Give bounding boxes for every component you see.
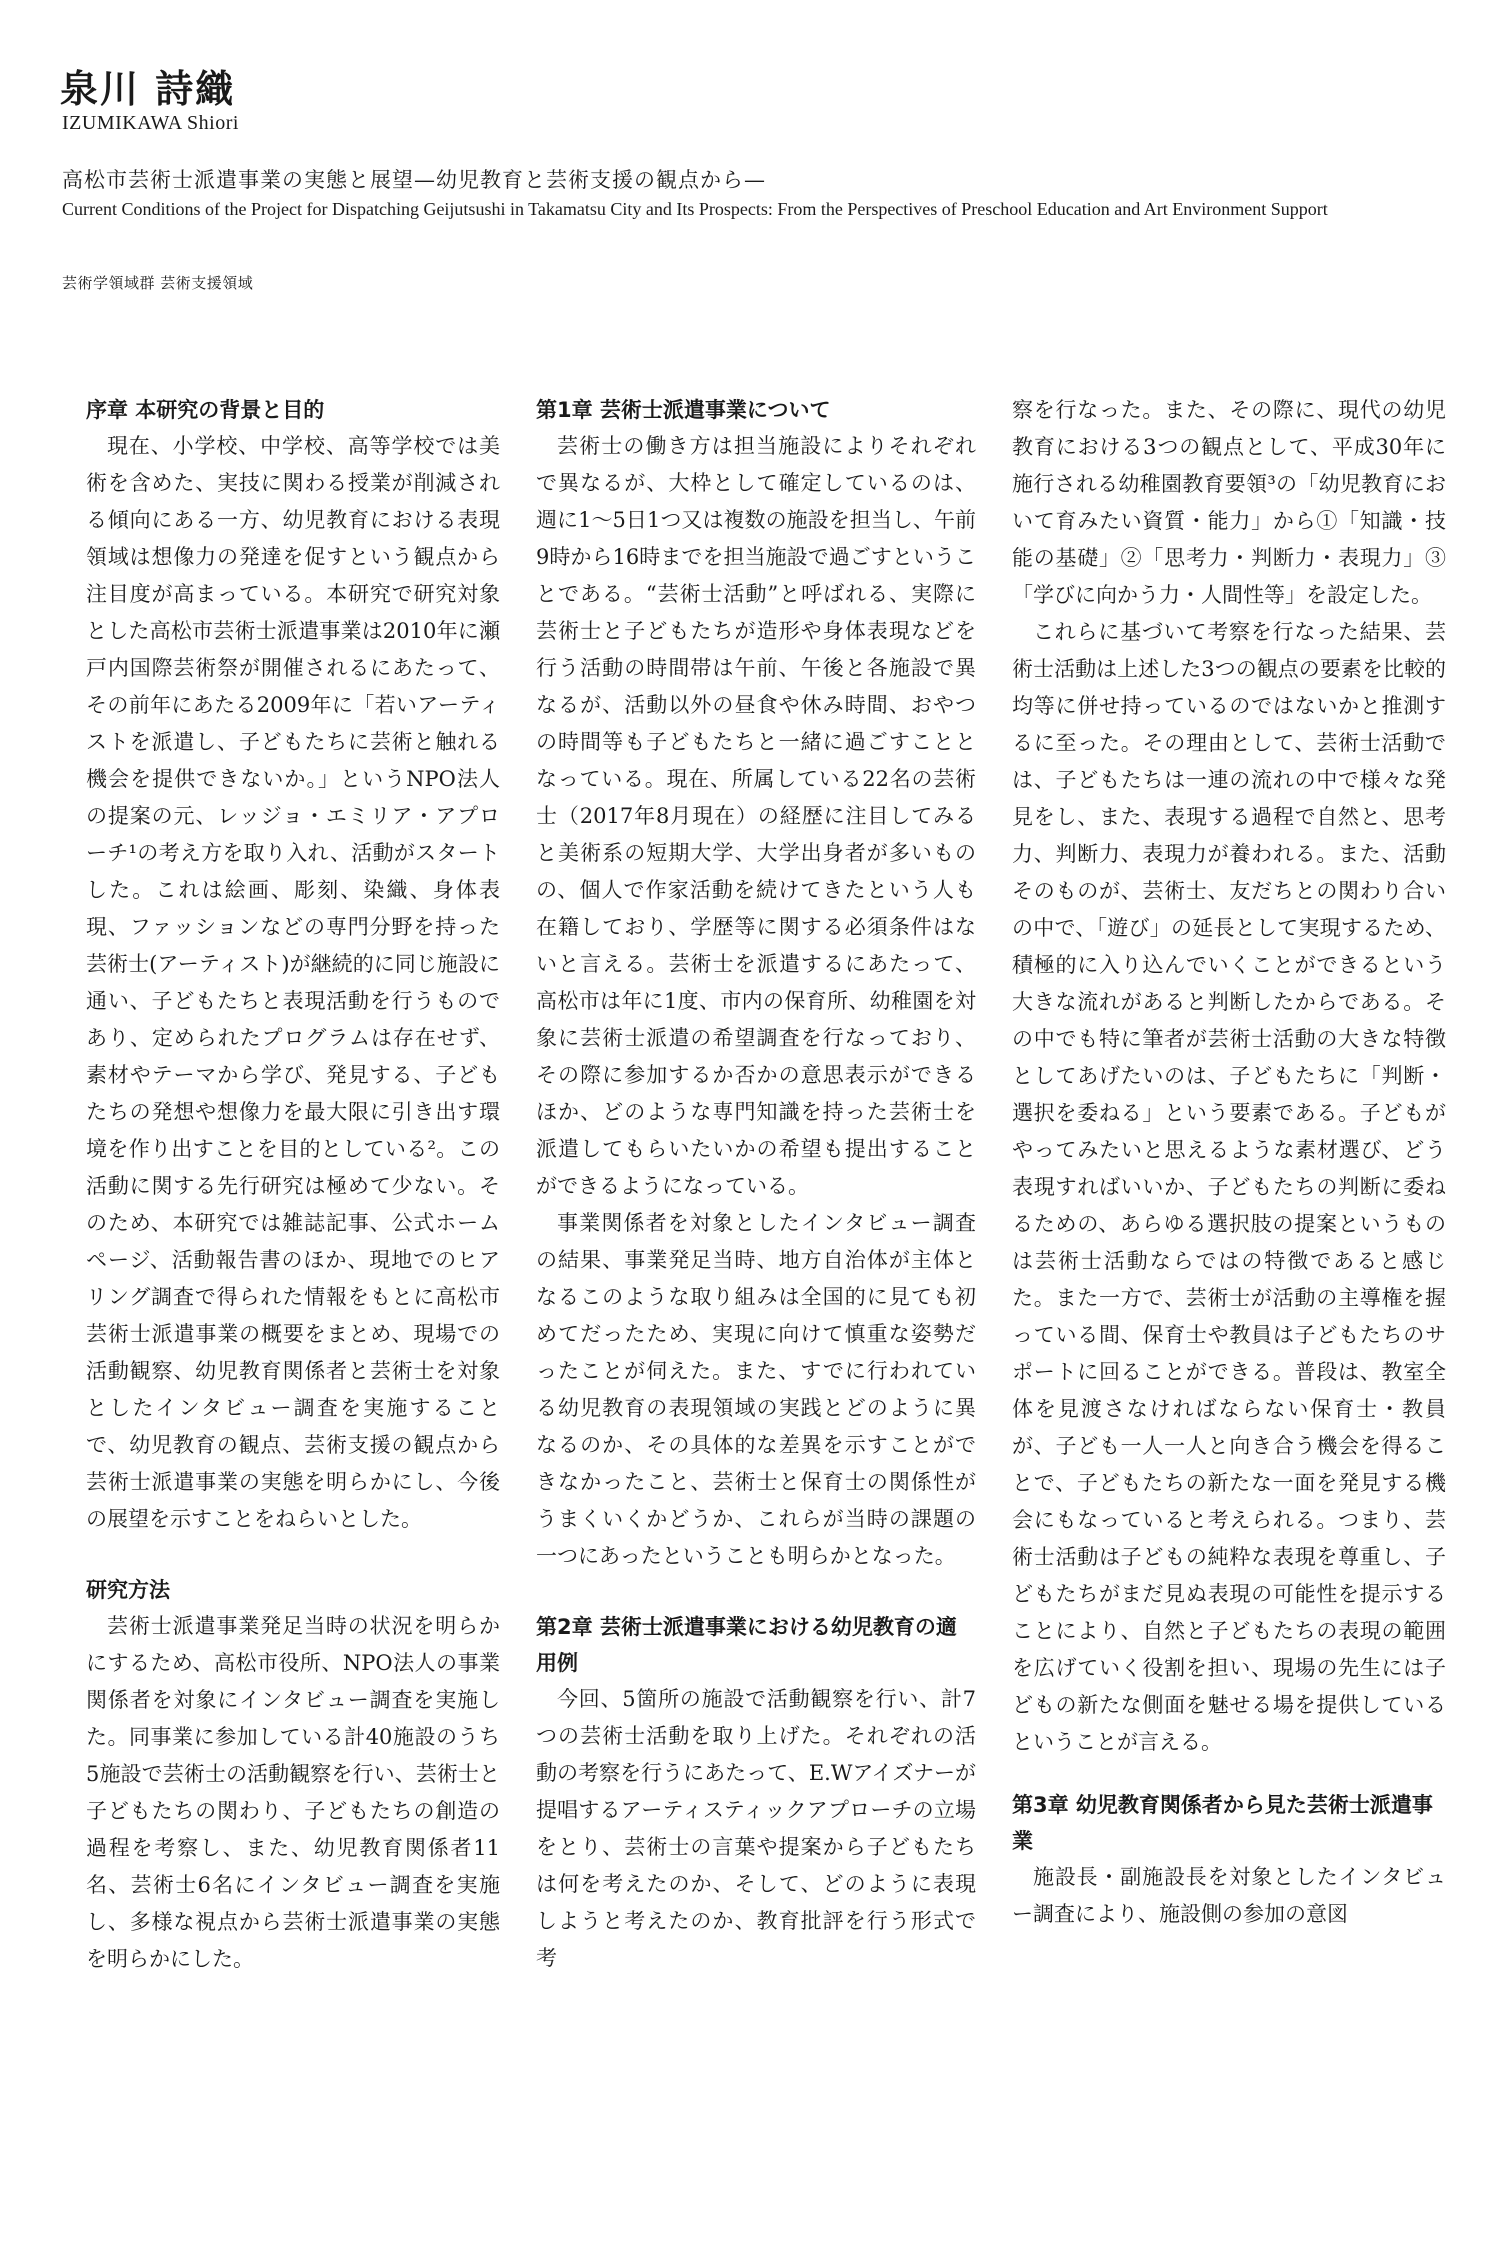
- chapter-2-paragraph-2: これらに基づいて考察を行なった結果、芸術士活動は上述した3つの観点の要素を比較的均等に併せ持っているのではないかと推測するに至った。その理由として、芸術士活動では、子どもたちは一連の流れの中で様々な発見をし、また、表現する過程で自然と、思考力、判断力、表現力が養われる。また、活動そのものが、芸術士、友だちとの関わり合いの中で、「遊び」の延長として実現するため、積極的に入り込んでいくことができるという大きな流れがあると判断したからである。その中でも特に筆者が芸術士活動の大きな特徴としてあげたいのは、子どもたちに「判断・選択を委ねる」という要素である。子どもがやってみたいと思えるような素材選び、どう表現すればいいか、子どもたちの判断に委ねるための、あらゆる選択肢の提案というものは芸術士活動ならではの特徴であると感じた。また一方で、芸術士が活動の主導権を握っている間、保育士や教員は子どもたちのサポートに回ることができる。普段は、教室全体を見渡さなければならない保育士・教員が、子ども一人一人と向き合う機会を得ることで、子どもたちの新たな一面を発見する機会にもなっていると考えられる。つまり、芸術士活動は子どもの純粋な表現を尊重し、子どもたちがまだ見ぬ表現の可能性を提示することにより、自然と子どもたちの表現の範囲を広げていく役割を担い、現場の先生には子どもの新たな側面を魅せる場を提供しているということが言える。: [1012, 620, 1446, 1754]
- chapter-2-paragraph-continued: 察を行なった。また、その際に、現代の幼児教育における3つの観点として、平成30年に施行される幼稚園教育要領³の「幼児教育において育みたい資質・能力」から①「知識・技能の基礎」②「思考力・判断力・表現力」③「学びに向かう力・人間性等」を設定した。: [1012, 398, 1446, 607]
- paper-title-ja: 高松市芸術士派遣事業の実態と展望—幼児教育と芸術支援の観点から—: [62, 168, 766, 192]
- paper-title-en: Current Conditions of the Project for Dispatching Geijutsushi in Takamatsu City and Its Prospects: From the Perspectives of Preschool Education and Art Environment Support: [62, 199, 1328, 219]
- chapter-2-paragraph: 今回、5箇所の施設で活動観察を行い、計7つの芸術士活動を取り上げた。それぞれの活動の考察を行うにあたって、E.Wアイズナーが提唱するアーティスティックアプローチの立場をとり、芸術士の言葉や提案から子どもたちは何を考えたのか、そして、どのように表現しようと考えたのか、教育批評を行う形式で考: [536, 1687, 976, 1970]
- chapter-3-heading: 第3章 幼児教育関係者から見た芸術士派遣事業: [1012, 1793, 1433, 1853]
- chapter-1-paragraph-2: 事業関係者を対象としたインタビュー調査の結果、事業発足当時、地方自治体が主体となるこのような取り組みは全国的に見ても初めてだったため、実現に向けて慎重な姿勢だったことが伺えた。また、すでに行われている幼児教育の表現領域の実践とどのように異なるのか、その具体的な差異を示すことができなかったこと、芸術士と保育士の関係性がうまくいくかどうか、これらが当時の課題の一つにあったということも明らかとなった。: [536, 1211, 976, 1568]
- author-name-ja: 泉川 詩織: [60, 67, 236, 111]
- chapter-3-paragraph: 施設長・副施設長を対象としたインタビュー調査により、施設側の参加の意図: [1012, 1865, 1446, 1926]
- author-name-en: IZUMIKAWA Shiori: [62, 112, 239, 134]
- column-1: [86, 392, 500, 1978]
- column-3: [1012, 392, 1446, 1933]
- intro-paragraph: 現在、小学校、中学校、高等学校では美術を含めた、実技に関わる授業が削減される傾向にある一方、幼児教育における表現領域は想像力の発達を促すという観点から注目度が高まっている。本研究で研究対象とした高松市芸術士派遣事業は2010年に瀬戸内国際芸術祭が開催されるにあたって、その前年にあたる2009年に「若いアーティストを派遣し、子どもたちに芸術と触れる機会を提供できないか。」というNPO法人の提案の元、レッジョ・エミリア・アプローチ¹の考え方を取り入れ、活動がスタートした。これは絵画、彫刻、染織、身体表現、ファッションなどの専門分野を持った芸術士(アーティスト)が継続的に同じ施設に通い、子どもたちと表現活動を行うものであり、定められたプログラムは存在せず、素材やテーマから学び、発見する、子どもたちの発想や想像力を最大限に引き出す環境を作り出すことを目的としている²。この活動に関する先行研究は極めて少ない。そのため、本研究では雑誌記事、公式ホームページ、活動報告書のほか、現地でのヒアリング調査で得られた情報をもとに高松市芸術士派遣事業の概要をまとめ、現場での活動観察、幼児教育関係者と芸術士を対象としたインタビュー調査を実施することで、幼児教育の観点、芸術支援の観点から芸術士派遣事業の実態を明らかにし、今後の展望を示すことをねらいとした。: [86, 434, 500, 1531]
- chapter-1-paragraph-1: 芸術士の働き方は担当施設によりそれぞれで異なるが、大枠として確定しているのは、週に1〜5日1つ又は複数の施設を担当し、午前9時から16時までを担当施設で過ごすということである。“芸術士活動”と呼ばれる、実際に芸術士と子どもたちが造形や身体表現などを行う活動の時間帯は午前、午後と各施設で異なるが、活動以外の昼食や休み時間、おやつの時間等も子どもたちと一緒に過ごすこととなっている。現在、所属している22名の芸術士（2017年8月現在）の経歴に注目してみると美術系の短期大学、大学出身者が多いものの、個人で作家活動を続けてきたという人も在籍しており、学歴等に関する必須条件はないと言える。芸術士を派遣するにあたって、高松市は年に1度、市内の保育所、幼稚園を対象に芸術士派遣の希望調査を行なっており、その際に参加するか否かの意思表示ができるほか、どのような専門知識を持った芸術士を派遣してもらいたいかの希望も提出することができるようになっている。: [536, 434, 976, 1198]
- column-2: [536, 392, 976, 1977]
- method-heading: 研究方法: [86, 1578, 170, 1602]
- research-field: 芸術学領域群 芸術支援領域: [62, 274, 254, 292]
- method-paragraph: 芸術士派遣事業発足当時の状況を明らかにするため、高松市役所、NPO法人の事業関係者を対象にインタビュー調査を実施した。同事業に参加している計40施設のうち5施設で芸術士の活動観察を行い、芸術士と子どもたちの関わり、子どもたちの創造の過程を考察し、また、幼児教育関係者11名、芸術士6名にインタビュー調査を実施し、多様な視点から芸術士派遣事業の実態を明らかにした。: [86, 1614, 500, 1971]
- intro-heading: 序章 本研究の背景と目的: [86, 398, 325, 422]
- chapter-2-heading: 第2章 芸術士派遣事業における幼児教育の適用例: [536, 1615, 957, 1675]
- chapter-1-heading: 第1章 芸術士派遣事業について: [536, 398, 831, 422]
